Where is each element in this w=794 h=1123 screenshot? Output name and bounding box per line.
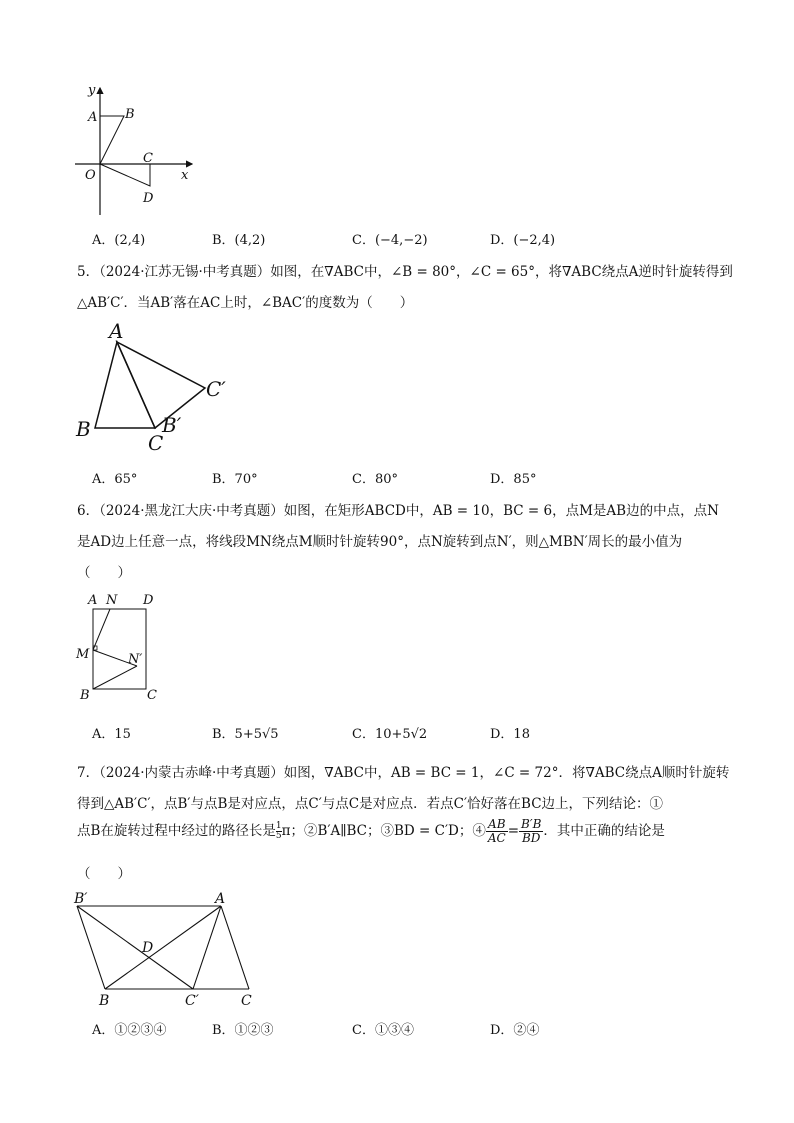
q6-stem-line3: （ ） (77, 565, 131, 581)
q6-stem-line2: 是AD边上任意一点，将线段MN绕点M顺时针旋转90°，点N旋转到点N′，则△MBN′周长的最小值为 (77, 534, 683, 550)
label-b: B (99, 993, 110, 1009)
q4-option-d[interactable]: D．(−2,4) (490, 233, 556, 248)
q5-option-c[interactable]: C．80° (352, 472, 398, 487)
q7-stem-line1: 7．（2024·内蒙古赤峰·中考真题）如图，∇ABC中，AB = BC = 1，∠C = 72°．将∇ABC绕点A顺时针旋转 (77, 765, 730, 781)
q7-frac-numerator: 1 (275, 821, 282, 831)
q6-option-a[interactable]: A．15 (92, 727, 131, 742)
q7-line3-text-b: π；②B′A∥BC；③BD = C′D；④ (281, 823, 486, 839)
q4-option-b[interactable]: B．(4,2) (212, 233, 266, 248)
q7-fraction-ab-ac (486, 818, 508, 845)
q7-option-b[interactable]: B．①②③ (212, 1023, 274, 1038)
q7-frac2-numerator: B′B (521, 817, 542, 831)
q5-stem-line2: △AB′C′．当AB′落在AC上时，∠BAC′的度数为（ ） (77, 295, 414, 311)
label-c: C (241, 993, 252, 1009)
segment-ab (105, 906, 221, 989)
triangle-ocd (100, 164, 150, 186)
q7-option-c[interactable]: C．①③④ (352, 1023, 414, 1038)
q5-stem-line1: 5．（2024·江苏无锡·中考真题）如图，在∇ABC中，∠B = 80°，∠C = 65°，将∇ABC绕点A逆时针旋转得到 (77, 264, 733, 280)
segment-mn (93, 609, 110, 650)
q4-figure (70, 80, 200, 220)
label-n-prime: N′ (128, 652, 143, 667)
q7-frac1-denominator: AC (487, 831, 506, 845)
label-a: A (88, 593, 98, 608)
rectangle-abcd (93, 609, 146, 689)
triangle-abc (95, 342, 155, 428)
label-a: A (88, 110, 98, 125)
q4-option-a[interactable]: A．(2,4) (92, 233, 146, 248)
label-d: D (143, 593, 154, 608)
label-b-prime: B′ (74, 891, 88, 907)
q7-stem-line4: （ ） (77, 866, 131, 882)
q7-frac1-numerator: AB (486, 818, 508, 832)
label-x: x (181, 168, 189, 183)
q7-figure (68, 885, 268, 1015)
q7-stem-line2: 得到△AB′C′，点B′与点B是对应点，点C′与点C是对应点．若点C′恰好落在BC边上，下列结论：① (77, 796, 664, 812)
label-d: D (142, 940, 154, 956)
label-b: B (80, 688, 90, 703)
label-c-prime: C′ (185, 993, 199, 1009)
q7-option-a[interactable]: A．①②③④ (92, 1023, 167, 1038)
q6-figure (70, 588, 170, 706)
q7-line3-text-c: ．其中正确的结论是 (543, 823, 665, 839)
label-a: A (215, 891, 226, 907)
label-m: M (76, 647, 90, 662)
triangle-oab (100, 116, 124, 164)
q5-option-d[interactable]: D．85° (490, 472, 537, 487)
q6-option-c[interactable]: C．10+5√2 (352, 727, 428, 742)
q7-frac2-denominator: BD (521, 831, 541, 845)
label-c: C (148, 431, 164, 455)
q4-option-c[interactable]: C．(−4,−2) (352, 233, 428, 248)
q6-option-b[interactable]: B．5+5√5 (212, 727, 279, 742)
label-y: y (88, 83, 96, 98)
q5-figure (70, 318, 240, 458)
q7-line3-text-a: 点B在旋转过程中经过的路径长是 (77, 823, 276, 839)
label-a: A (109, 319, 124, 343)
q7-equals: = (507, 823, 520, 839)
segment-bn2 (93, 666, 137, 689)
q6-stem-line1: 6．（2024·黑龙江大庆·中考真题）如图，在矩形ABCD中，AB = 10，BC = 6，点M是AB边的中点，点N (77, 503, 719, 519)
segment-b2b (77, 906, 105, 989)
q7-stem-line3 (77, 818, 665, 845)
q6-option-d[interactable]: D．18 (490, 727, 530, 742)
label-n: N (106, 593, 118, 608)
label-b-prime: B′ (162, 413, 182, 437)
segment-b2c2 (77, 906, 193, 989)
q7-option-d[interactable]: D．②④ (490, 1023, 540, 1038)
label-b: B (125, 107, 135, 122)
label-o: O (85, 168, 96, 183)
q7-fraction-bb-bd (519, 818, 543, 845)
q5-option-a[interactable]: A．65° (92, 472, 138, 487)
q7-frac-denominator: 5 (275, 831, 282, 841)
q5-option-b[interactable]: B．70° (212, 472, 258, 487)
segment-ac (221, 906, 249, 989)
label-c-prime: C′ (206, 377, 226, 401)
label-d: D (143, 191, 154, 206)
label-c: C (147, 688, 157, 703)
label-b: B (76, 417, 91, 441)
segment-ac2 (193, 906, 221, 989)
triangle-ab2c2 (117, 342, 205, 428)
label-c: C (143, 151, 153, 166)
